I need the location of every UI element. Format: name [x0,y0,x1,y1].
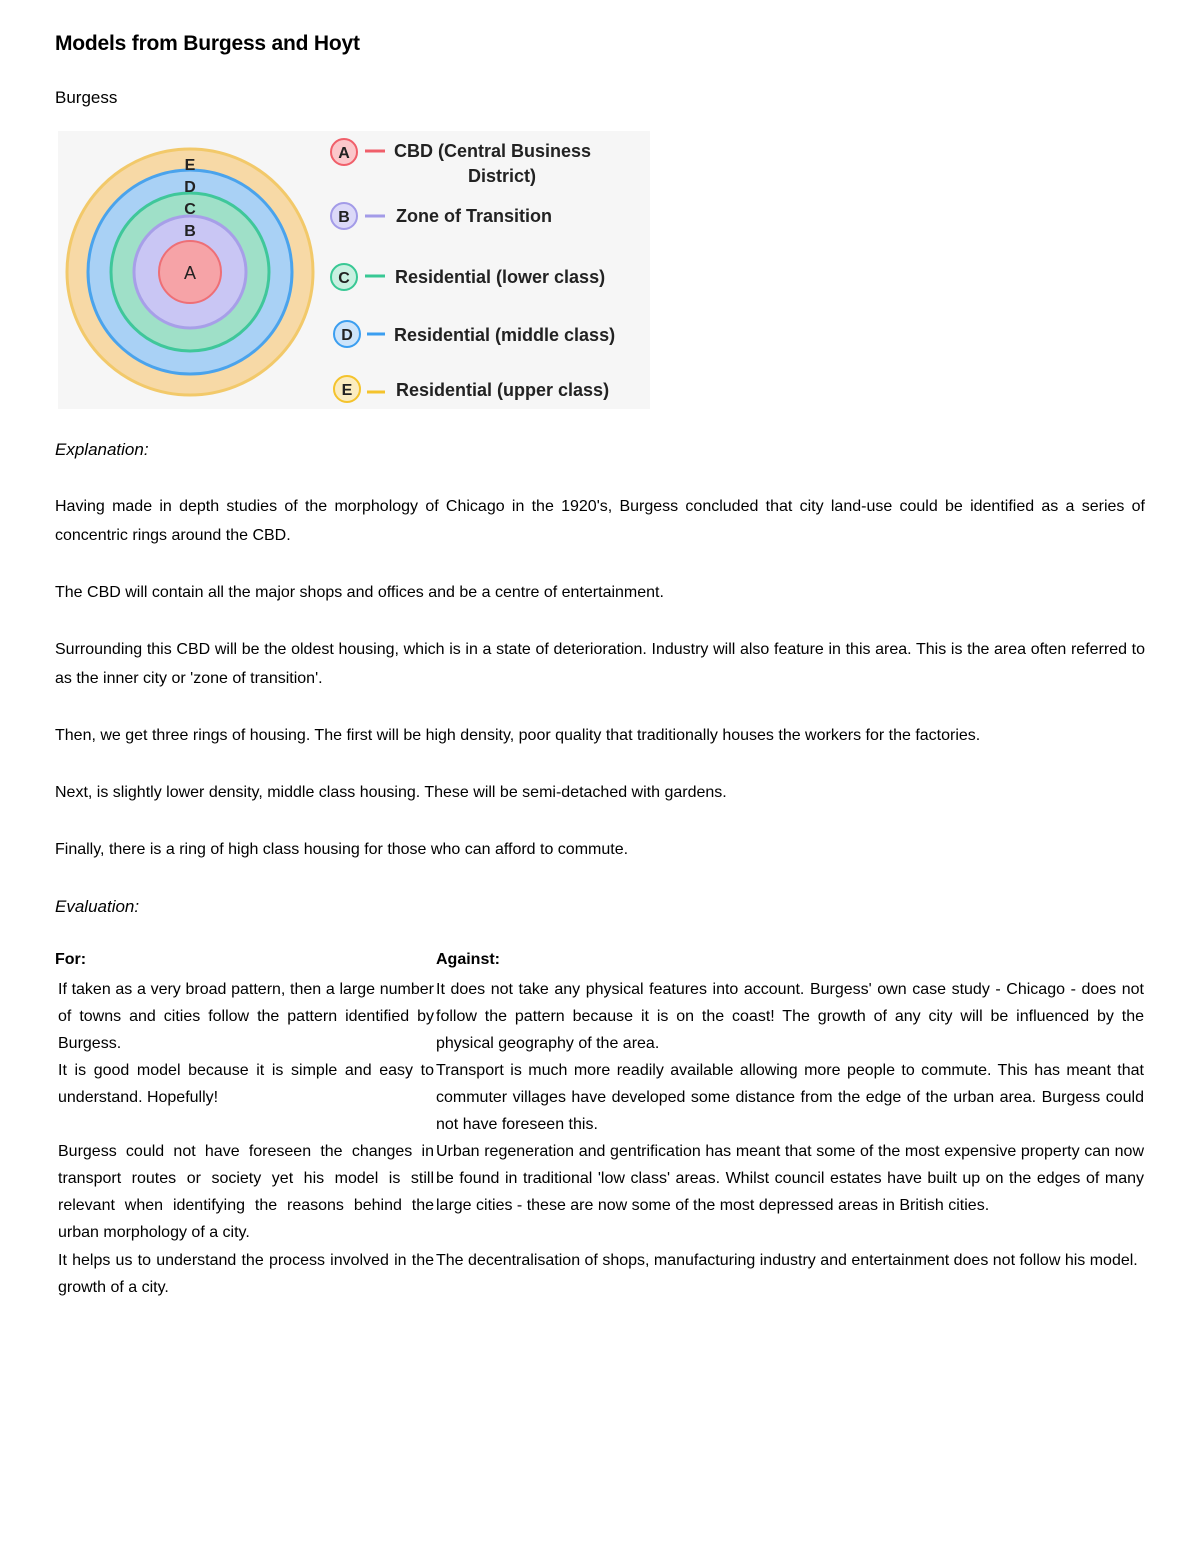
burgess-model-diagram [58,131,650,409]
legend-letter-d: D [341,327,353,344]
legend-text-c: Residential (lower class) [395,267,606,287]
ring-label-a: A [183,263,197,283]
legend-text-b: Zone of Transition [396,206,552,226]
legend-text-a-line1: CBD (Central Business [394,141,592,161]
against-item-3: Urban regeneration and gentrification has meant that some of the most expensive property can now be found in traditional 'low class' areas. Whilst council estates have built up on the edges of many large cities - these are now some of the most depressed areas in British cities. [436,1143,1144,1214]
ring-label-d: D [184,179,196,196]
ring-label-e: E [184,157,196,174]
paragraph-6: Finally, there is a ring of high class housing for those who can afford to commute. [55,841,629,858]
section-heading-burgess: Burgess [55,88,118,107]
against-item-4: The decentralisation of shops, manufacturing industry and entertainment does not follow his model. [436,1252,1138,1269]
for-item-2: It is good model because it is simple and easy to understand. Hopefully! [58,1062,434,1106]
legend-letter-b: B [338,209,350,226]
legend-text-e: Residential (upper class) [396,380,610,400]
evaluation-label: Evaluation: [55,897,140,916]
against-heading: Against: [436,951,500,968]
against-item-1: It does not take any physical features into account. Burgess' own case study - Chicago - does not follow the pattern because it is on the coast! The growth of any city will be influenced by the physical geography of the area. [436,981,1144,1052]
ring-label-c: C [184,201,196,218]
paragraph-2: The CBD will contain all the major shops and offices and be a centre of entertainment. [55,584,664,601]
paragraph-1: Having made in depth studies of the morphology of Chicago in the 1920's, Burgess concluded that city land-use could be identified as a series of concentric rings around the CBD. [55,498,1145,544]
page-title: Models from Burgess and Hoyt [55,32,360,55]
ring-label-b: B [184,223,196,240]
for-item-4: It helps us to understand the process involved in the growth of a city. [58,1252,434,1296]
legend-text-d: Residential (middle class) [394,325,616,345]
paragraph-4: Then, we get three rings of housing. The first will be high density, poor quality that traditionally houses the workers for the factories. [55,727,981,744]
legend-letter-a: A [338,145,350,162]
for-item-3: Burgess could not have foreseen the changes in transport routes or society yet his model is still relevant when identifying the reasons behind the urban morphology of a city. [58,1143,434,1241]
legend-letter-c: C [338,270,350,287]
burgess-diagram-svg [58,131,650,409]
paragraph-5: Next, is slightly lower density, middle class housing. These will be semi-detached with gardens. [55,784,727,801]
for-item-1: If taken as a very broad pattern, then a large number of towns and cities follow the pattern identified by Burgess. [58,981,434,1052]
paragraph-3: Surrounding this CBD will be the oldest housing, which is in a state of deterioration. Industry will also feature in this area. This is the area often referred to as the inner city or 'zone of transition'. [55,641,1145,687]
against-item-2: Transport is much more readily available allowing more people to commute. This has meant that commuter villages have developed some distance from the edge of the urban area. Burgess could not have foreseen this. [436,1062,1144,1133]
legend-text-a-line2: District) [468,166,537,186]
legend-letter-e: E [341,382,353,399]
for-heading: For: [55,951,87,968]
explanation-label: Explanation: [55,440,149,459]
